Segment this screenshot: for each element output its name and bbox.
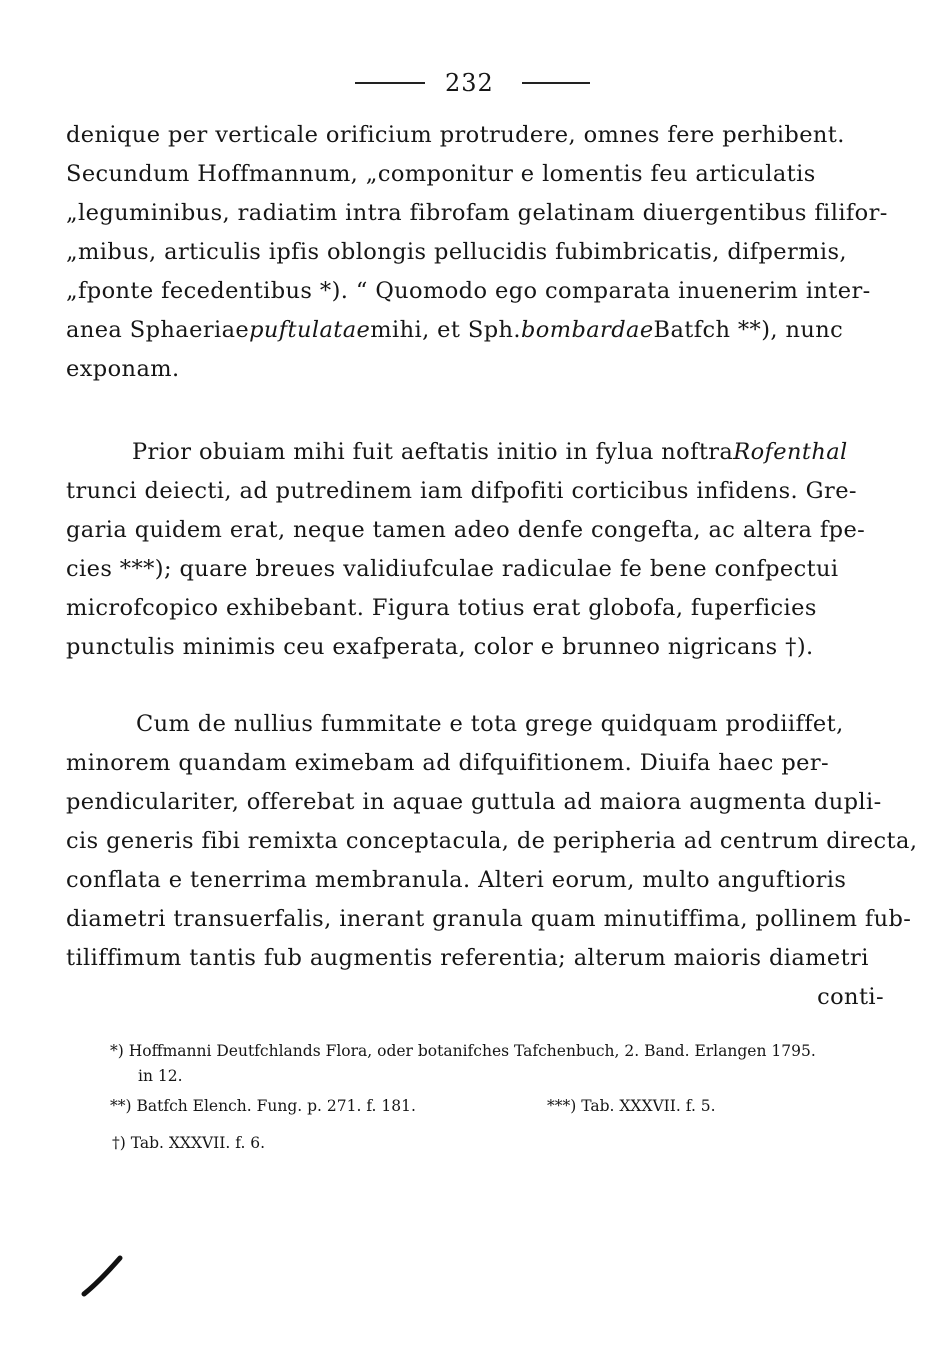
footnote-4: †) Tab. XXXVII. f. 6. [112,1134,266,1152]
text-line: diametri transuerfalis, inerant granula quam minutiffima, pollinem fub- [66,906,912,932]
text-line: pendiculariter, offerebat in aquae guttula ad maiora augmenta dupli- [66,789,882,815]
page-number: 232 [445,69,494,97]
text-line: Prior obuiam mihi fuit aeftatis initio in fylua noftraRofenthal [66,433,884,472]
italic-place-name: Rofenthal [733,439,848,465]
footnote-1: *) Hoffmanni Deutfchlands Flora, oder botanifches Tafchenbuch, 2. Band. Erlangen 1795. [110,1042,816,1060]
text-line: Secundum Hoffmannum, „componitur e lomentis feu articulatis [66,161,816,187]
text-line: cies ***); quare breues validiufculae radiculae fe bene confpectui [66,556,839,582]
text-line: denique per verticale orificium protrudere, omnes fere perhibent. [66,122,845,148]
text-line: „fponte fecedentibus *). “ Quomodo ego comparata inuenerim inter- [66,278,871,304]
catchword: conti- [817,984,884,1010]
italic-species-name: puftulatae [249,317,371,343]
text-line: garia quidem erat, neque tamen adeo denfe congefta, ac altera fpe- [66,517,866,543]
text-line: tiliffimum tantis fub augmentis referentia; alterum maioris diametri [66,945,869,971]
text-line: conflata e tenerrima membranula. Alteri eorum, multo anguftioris [66,867,847,893]
text-line: „leguminibus, radiatim intra fibrofam gelatinam diuergentibus filifor- [66,200,888,226]
text-line: minorem quandam eximebam ad difquifitionem. Diuifa haec per- [66,750,829,776]
text-line: „mibus, articulis ipfis oblongis pellucidis fubimbricatis, difpermis, [66,239,847,265]
text-line: anea Sphaeriaepuftulataemihi, et Sph.bombardaeBatfch **), nunc [66,311,884,350]
text-line: trunci deiecti, ad putredinem iam difpofiti corticibus infidens. Gre- [66,478,857,504]
text-line: Cum de nullius fummitate e tota grege quidquam prodiiffet, [136,711,844,737]
text-line: microfcopico exhibebant. Figura totius erat globofa, fuperficies [66,595,817,621]
footnote-3: ***) Tab. XXXVII. f. 5. [547,1097,716,1115]
footnote-2: **) Batfch Elench. Fung. p. 271. f. 181. [110,1097,416,1115]
text-line: exponam. [66,356,180,382]
footnote-1-continuation: in 12. [138,1067,183,1085]
ink-stroke-mark [80,1250,130,1300]
text-line: punctulis minimis ceu exafperata, color e brunneo nigricans †). [66,634,814,660]
italic-species-name: bombardae [520,317,654,343]
text-line: cis generis fibi remixta conceptacula, de peripheria ad centrum directa, [66,828,918,854]
